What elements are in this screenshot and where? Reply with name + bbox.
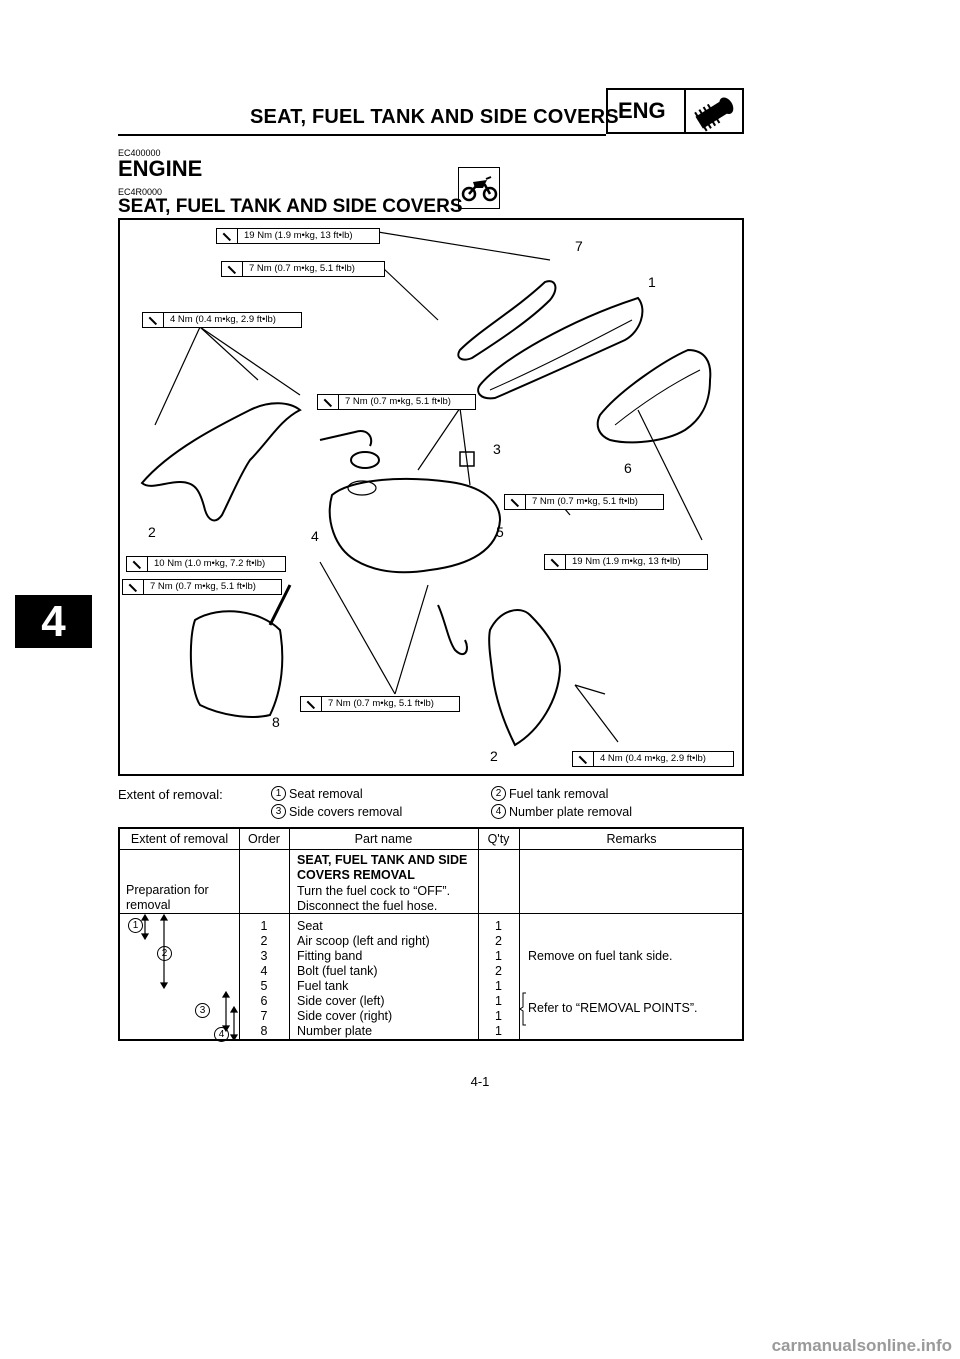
torque-spec: 7 Nm (0.7 m•kg, 5.1 ft•lb): [317, 394, 476, 410]
remark-brace: [520, 992, 528, 1026]
torque-wrench-icon: [123, 580, 144, 594]
order-cell: 5: [260, 979, 268, 993]
part-number: 6: [624, 460, 632, 476]
torque-wrench-icon: [318, 395, 339, 409]
torque-spec: 7 Nm (0.7 m•kg, 5.1 ft•lb): [504, 494, 664, 510]
order-cell: 3: [260, 949, 268, 963]
eng-badge: [606, 88, 744, 134]
eng-label: ENG: [618, 98, 666, 123]
part-cell: Air scoop (left and right): [297, 934, 430, 948]
engine-code: EC400000: [118, 148, 161, 158]
section-code: EC4R0000: [118, 187, 163, 197]
chapter-title: ENGINE: [118, 156, 203, 181]
qty-cell: 1: [495, 949, 502, 963]
qty-cell: 2: [495, 964, 502, 978]
torque-spec: 7 Nm (0.7 m•kg, 5.1 ft•lb): [300, 696, 460, 712]
part-cell: Fuel tank: [297, 979, 349, 993]
part-cell: Side cover (right): [297, 1009, 393, 1023]
col-header: Part name: [354, 832, 413, 846]
col-header: Extent of removal: [130, 832, 229, 846]
range-marker: 2: [157, 946, 172, 961]
part-cell: Number plate: [297, 1024, 373, 1038]
order-cell: 1: [260, 919, 268, 933]
order-cell: 6: [260, 994, 268, 1008]
qty-cell: 1: [495, 1009, 502, 1023]
header-rule: [118, 134, 606, 136]
watermark: carmanualsonline.info: [771, 1336, 952, 1355]
extent-option: 4 Number plate removal: [491, 804, 632, 819]
order-cell: 8: [260, 1024, 268, 1038]
col-header: Order: [248, 832, 280, 846]
torque-wrench-icon: [143, 313, 164, 327]
prep-extent: Preparation for removal: [126, 883, 209, 913]
part-cell: Seat: [297, 919, 323, 933]
part-number: 7: [575, 238, 583, 254]
remark-cell: Remove on fuel tank side.: [528, 949, 673, 963]
extent-option: 1 Seat removal: [271, 786, 363, 801]
engine-icon: [687, 92, 743, 132]
extent-option: 3 Side covers removal: [271, 804, 402, 819]
range-arrows: [120, 914, 238, 1042]
page-header-title: SEAT, FUEL TANK AND SIDE COVERS: [250, 106, 619, 128]
torque-wrench-icon: [222, 262, 243, 276]
torque-spec: 7 Nm (0.7 m•kg, 5.1 ft•lb): [122, 579, 282, 595]
torque-wrench-icon: [301, 697, 322, 711]
motorcycle-icon: [458, 167, 500, 209]
qty-cell: 1: [495, 1024, 502, 1038]
torque-spec: 10 Nm (1.0 m•kg, 7.2 ft•lb): [126, 556, 286, 572]
torque-wrench-icon: [545, 555, 566, 569]
torque-spec: 19 Nm (1.9 m•kg, 13 ft•lb): [544, 554, 708, 570]
part-number: 2: [148, 524, 156, 540]
section-title: SEAT, FUEL TANK AND SIDE COVERS: [118, 196, 463, 217]
prep-title: SEAT, FUEL TANK AND SIDE COVERS REMOVAL: [297, 853, 468, 883]
part-cell: Fitting band: [297, 949, 363, 963]
order-cell: 7: [260, 1009, 268, 1023]
range-marker: 4: [214, 1027, 229, 1042]
part-number: 8: [272, 714, 280, 730]
order-cell: 2: [260, 934, 268, 948]
part-number: 4: [311, 528, 319, 544]
part-number: 3: [493, 441, 501, 457]
order-cell: 4: [260, 964, 268, 978]
extent-label: Extent of removal:: [118, 787, 223, 802]
qty-cell: 1: [495, 919, 502, 933]
part-number: 2: [490, 748, 498, 764]
torque-spec: 4 Nm (0.4 m•kg, 2.9 ft•lb): [142, 312, 302, 328]
prep-step: Disconnect the fuel hose.: [297, 899, 438, 913]
prep-step: Turn the fuel cock to “OFF”.: [297, 884, 451, 898]
part-number: 5: [496, 524, 504, 540]
remark-cell: Refer to “REMOVAL POINTS”.: [528, 1001, 698, 1015]
removal-table: [118, 827, 744, 1041]
chapter-tab: 4: [15, 595, 92, 648]
torque-wrench-icon: [505, 495, 526, 509]
range-marker: 1: [128, 918, 143, 933]
torque-spec: 7 Nm (0.7 m•kg, 5.1 ft•lb): [221, 261, 385, 277]
range-marker: 3: [195, 1003, 210, 1018]
torque-spec: 19 Nm (1.9 m•kg, 13 ft•lb): [216, 228, 380, 244]
part-cell: Side cover (left): [297, 994, 385, 1008]
qty-cell: 1: [495, 979, 502, 993]
page-number: 4-1: [470, 1074, 490, 1089]
col-header: Q'ty: [487, 832, 510, 846]
torque-wrench-icon: [127, 557, 148, 571]
eng-divider: [684, 90, 686, 132]
torque-wrench-icon: [217, 229, 238, 243]
col-header: Remarks: [606, 832, 657, 846]
torque-spec: 4 Nm (0.4 m•kg, 2.9 ft•lb): [572, 751, 734, 767]
exploded-diagram: [118, 218, 744, 776]
part-cell: Bolt (fuel tank): [297, 964, 378, 978]
qty-cell: 2: [495, 934, 502, 948]
torque-wrench-icon: [573, 752, 594, 766]
part-number: 1: [648, 274, 656, 290]
extent-option: 2 Fuel tank removal: [491, 786, 608, 801]
qty-cell: 1: [495, 994, 502, 1008]
